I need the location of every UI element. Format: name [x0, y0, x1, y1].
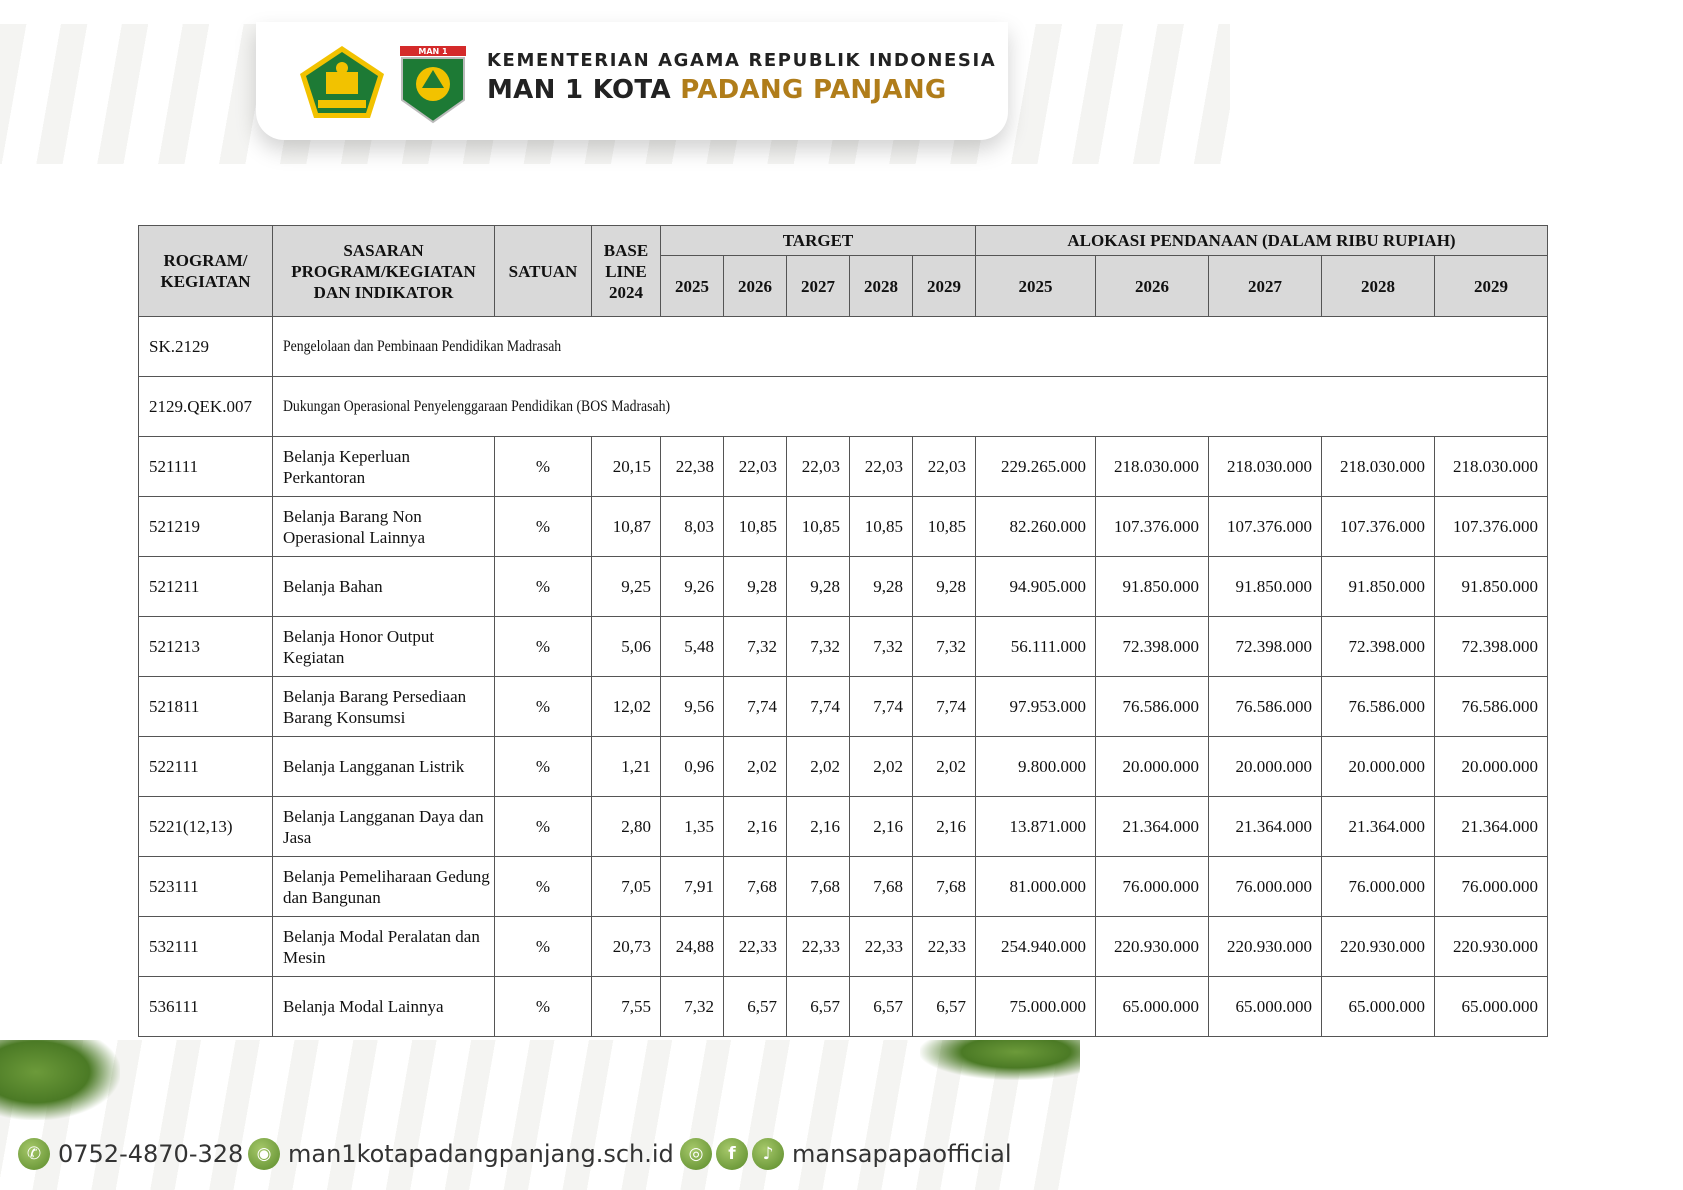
- table-row: [139, 737, 1548, 797]
- tiktok-icon[interactable]: ♪: [752, 1138, 784, 1170]
- row-target-value: 7,32: [913, 617, 976, 677]
- row-target-value: 2,02: [850, 737, 913, 797]
- row-target-value: 9,28: [787, 557, 850, 617]
- globe-icon: ◉: [248, 1138, 280, 1170]
- row-baseline: 12,02: [592, 677, 661, 737]
- row-target-value: 7,74: [850, 677, 913, 737]
- row-name: Belanja Barang Non Operasional Lainnya: [273, 497, 495, 557]
- row-target-value: 22,33: [850, 917, 913, 977]
- row-target-value: 7,74: [724, 677, 787, 737]
- row-code: 522111: [139, 737, 273, 797]
- row-target-value: 2,02: [787, 737, 850, 797]
- row-baseline: 9,25: [592, 557, 661, 617]
- row-target-value: 9,28: [724, 557, 787, 617]
- instagram-icon[interactable]: ◎: [680, 1138, 712, 1170]
- header-target: TARGET: [661, 226, 976, 256]
- row-alokasi-value: 254.940.000: [976, 917, 1096, 977]
- row-alokasi-value: 218.030.000: [1435, 437, 1548, 497]
- row-target-value: 7,32: [787, 617, 850, 677]
- footer-social[interactable]: [680, 1138, 1012, 1170]
- header-baseline: BASE LINE 2024: [592, 226, 661, 317]
- row-alokasi-value: 76.586.000: [1096, 677, 1209, 737]
- program-code: SK.2129: [139, 317, 273, 377]
- row-unit: %: [495, 557, 592, 617]
- table-row: [139, 617, 1548, 677]
- row-target-value: 22,03: [913, 437, 976, 497]
- row-target-value: 2,02: [724, 737, 787, 797]
- row-target-value: 7,74: [913, 677, 976, 737]
- row-alokasi-value: 91.850.000: [1096, 557, 1209, 617]
- row-target-value: 7,32: [724, 617, 787, 677]
- row-name: Belanja Keperluan Perkantoran: [273, 437, 495, 497]
- alokasi-year: 2027: [1209, 256, 1322, 317]
- row-alokasi-value: 20.000.000: [1096, 737, 1209, 797]
- man-logo: [396, 44, 470, 124]
- row-target-value: 6,57: [724, 977, 787, 1037]
- row-target-value: 8,03: [661, 497, 724, 557]
- row-target-value: 2,16: [787, 797, 850, 857]
- row-alokasi-value: 65.000.000: [1209, 977, 1322, 1037]
- row-unit: %: [495, 857, 592, 917]
- row-target-value: 10,85: [787, 497, 850, 557]
- leaf-decoration-right: [920, 1040, 1080, 1080]
- footer-phone: [18, 1138, 243, 1170]
- row-alokasi-value: 82.260.000: [976, 497, 1096, 557]
- row-name: Belanja Pemeliharaan Gedung dan Bangunan: [273, 857, 495, 917]
- row-alokasi-value: 107.376.000: [1209, 497, 1322, 557]
- activity-name: [273, 377, 1548, 437]
- row-target-value: 7,68: [787, 857, 850, 917]
- row-alokasi-value: 218.030.000: [1209, 437, 1322, 497]
- row-alokasi-value: 218.030.000: [1322, 437, 1435, 497]
- row-alokasi-value: 65.000.000: [1435, 977, 1548, 1037]
- ministry-name: KEMENTERIAN AGAMA REPUBLIK INDONESIA: [487, 50, 997, 71]
- target-year: 2026: [724, 256, 787, 317]
- program-row: [139, 317, 1548, 377]
- row-target-value: 10,85: [724, 497, 787, 557]
- phone-icon: ✆: [18, 1138, 50, 1170]
- row-unit: %: [495, 917, 592, 977]
- row-alokasi-value: 218.030.000: [1096, 437, 1209, 497]
- school-name-dark: MAN 1 KOTA: [487, 75, 681, 105]
- table-row: [139, 497, 1548, 557]
- row-target-value: 1,35: [661, 797, 724, 857]
- row-alokasi-value: 20.000.000: [1435, 737, 1548, 797]
- row-target-value: 6,57: [913, 977, 976, 1037]
- website-url[interactable]: man1kotapadangpanjang.sch.id: [288, 1140, 674, 1168]
- target-year: 2029: [913, 256, 976, 317]
- row-alokasi-value: 107.376.000: [1096, 497, 1209, 557]
- row-alokasi-value: 229.265.000: [976, 437, 1096, 497]
- row-target-value: 2,16: [850, 797, 913, 857]
- row-alokasi-value: 75.000.000: [976, 977, 1096, 1037]
- row-code: 521213: [139, 617, 273, 677]
- row-alokasi-value: 97.953.000: [976, 677, 1096, 737]
- row-alokasi-value: 21.364.000: [1096, 797, 1209, 857]
- row-unit: %: [495, 677, 592, 737]
- row-alokasi-value: 76.000.000: [1435, 857, 1548, 917]
- program-name-text: Pengelolaan dan Pembinaan Pendidikan Madrasah: [283, 337, 562, 355]
- row-name: Belanja Bahan: [273, 557, 495, 617]
- row-target-value: 7,68: [850, 857, 913, 917]
- alokasi-year: 2028: [1322, 256, 1435, 317]
- row-target-value: 2,02: [913, 737, 976, 797]
- row-alokasi-value: 76.586.000: [1435, 677, 1548, 737]
- row-target-value: 5,48: [661, 617, 724, 677]
- row-target-value: 7,32: [850, 617, 913, 677]
- row-target-value: 22,03: [850, 437, 913, 497]
- row-name: Belanja Barang Persediaan Barang Konsumsi: [273, 677, 495, 737]
- row-name: Belanja Honor Output Kegiatan: [273, 617, 495, 677]
- row-target-value: 22,03: [787, 437, 850, 497]
- row-target-value: 2,16: [913, 797, 976, 857]
- row-alokasi-value: 76.586.000: [1322, 677, 1435, 737]
- row-alokasi-value: 72.398.000: [1322, 617, 1435, 677]
- row-code: 521211: [139, 557, 273, 617]
- activity-row: [139, 377, 1548, 437]
- row-target-value: 10,85: [913, 497, 976, 557]
- row-baseline: 10,87: [592, 497, 661, 557]
- row-unit: %: [495, 977, 592, 1037]
- row-alokasi-value: 9.800.000: [976, 737, 1096, 797]
- row-alokasi-value: 220.930.000: [1322, 917, 1435, 977]
- budget-table: [138, 225, 1548, 1037]
- row-baseline: 1,21: [592, 737, 661, 797]
- row-unit: %: [495, 797, 592, 857]
- row-alokasi-value: 72.398.000: [1435, 617, 1548, 677]
- row-target-value: 9,28: [913, 557, 976, 617]
- row-alokasi-value: 81.000.000: [976, 857, 1096, 917]
- header-alokasi: ALOKASI PENDANAAN (DALAM RIBU RUPIAH): [976, 226, 1548, 256]
- row-target-value: 10,85: [850, 497, 913, 557]
- row-target-value: 9,26: [661, 557, 724, 617]
- row-target-value: 22,33: [724, 917, 787, 977]
- header-satuan: SATUAN: [495, 226, 592, 317]
- row-unit: %: [495, 737, 592, 797]
- row-baseline: 7,05: [592, 857, 661, 917]
- school-name-accent: PADANG PANJANG: [680, 75, 947, 105]
- school-name: [487, 75, 996, 105]
- footer-website[interactable]: [248, 1138, 674, 1170]
- row-target-value: 9,28: [850, 557, 913, 617]
- table-row: [139, 677, 1548, 737]
- table-row: [139, 797, 1548, 857]
- header-program: ROGRAM/ KEGIATAN: [139, 226, 273, 317]
- row-baseline: 2,80: [592, 797, 661, 857]
- row-alokasi-value: 107.376.000: [1322, 497, 1435, 557]
- row-baseline: 20,15: [592, 437, 661, 497]
- row-alokasi-value: 94.905.000: [976, 557, 1096, 617]
- target-year: 2025: [661, 256, 724, 317]
- row-alokasi-value: 91.850.000: [1435, 557, 1548, 617]
- row-alokasi-value: 72.398.000: [1096, 617, 1209, 677]
- row-alokasi-value: 13.871.000: [976, 797, 1096, 857]
- row-code: 521111: [139, 437, 273, 497]
- row-code: 532111: [139, 917, 273, 977]
- row-code: 521811: [139, 677, 273, 737]
- row-alokasi-value: 72.398.000: [1209, 617, 1322, 677]
- row-alokasi-value: 76.000.000: [1322, 857, 1435, 917]
- target-year: 2027: [787, 256, 850, 317]
- row-target-value: 7,68: [724, 857, 787, 917]
- row-alokasi-value: 56.111.000: [976, 617, 1096, 677]
- row-alokasi-value: 220.930.000: [1096, 917, 1209, 977]
- row-name: Belanja Langganan Daya dan Jasa: [273, 797, 495, 857]
- row-alokasi-value: 65.000.000: [1322, 977, 1435, 1037]
- row-unit: %: [495, 437, 592, 497]
- row-target-value: 22,33: [913, 917, 976, 977]
- row-target-value: 6,57: [787, 977, 850, 1037]
- row-alokasi-value: 65.000.000: [1096, 977, 1209, 1037]
- social-handle[interactable]: mansapapaofficial: [792, 1140, 1012, 1168]
- row-unit: %: [495, 497, 592, 557]
- row-baseline: 7,55: [592, 977, 661, 1037]
- row-alokasi-value: 21.364.000: [1209, 797, 1322, 857]
- row-alokasi-value: 20.000.000: [1322, 737, 1435, 797]
- row-baseline: 20,73: [592, 917, 661, 977]
- row-target-value: 0,96: [661, 737, 724, 797]
- row-alokasi-value: 20.000.000: [1209, 737, 1322, 797]
- activity-code: 2129.QEK.007: [139, 377, 273, 437]
- row-target-value: 6,57: [850, 977, 913, 1037]
- row-code: 523111: [139, 857, 273, 917]
- row-alokasi-value: 91.850.000: [1322, 557, 1435, 617]
- leaf-decoration-left: [0, 1040, 120, 1120]
- budget-table-wrapper: [138, 225, 1548, 1037]
- row-target-value: 22,03: [724, 437, 787, 497]
- row-code: 521219: [139, 497, 273, 557]
- alokasi-year: 2029: [1435, 256, 1548, 317]
- row-alokasi-value: 220.930.000: [1435, 917, 1548, 977]
- row-name: Belanja Langganan Listrik: [273, 737, 495, 797]
- program-name: [273, 317, 1548, 377]
- table-row: [139, 917, 1548, 977]
- row-alokasi-value: 220.930.000: [1209, 917, 1322, 977]
- row-target-value: 22,33: [787, 917, 850, 977]
- table-row: [139, 557, 1548, 617]
- row-code: 536111: [139, 977, 273, 1037]
- target-year: 2028: [850, 256, 913, 317]
- activity-name-text: Dukungan Operasional Penyelenggaraan Pendidikan (BOS Madrasah): [283, 397, 671, 415]
- alokasi-year: 2025: [976, 256, 1096, 317]
- row-target-value: 9,56: [661, 677, 724, 737]
- row-alokasi-value: 107.376.000: [1435, 497, 1548, 557]
- row-code: 5221(12,13): [139, 797, 273, 857]
- row-name: Belanja Modal Lainnya: [273, 977, 495, 1037]
- row-target-value: 7,74: [787, 677, 850, 737]
- row-target-value: 7,91: [661, 857, 724, 917]
- header-title: [487, 50, 996, 105]
- row-target-value: 22,38: [661, 437, 724, 497]
- row-alokasi-value: 21.364.000: [1435, 797, 1548, 857]
- row-target-value: 7,68: [913, 857, 976, 917]
- row-name: Belanja Modal Peralatan dan Mesin: [273, 917, 495, 977]
- logo-man-label: MAN 1: [418, 47, 448, 56]
- row-baseline: 5,06: [592, 617, 661, 677]
- row-alokasi-value: 76.586.000: [1209, 677, 1322, 737]
- row-alokasi-value: 21.364.000: [1322, 797, 1435, 857]
- table-row: [139, 977, 1548, 1037]
- alokasi-year: 2026: [1096, 256, 1209, 317]
- facebook-icon[interactable]: f: [716, 1138, 748, 1170]
- row-target-value: 24,88: [661, 917, 724, 977]
- row-alokasi-value: 76.000.000: [1209, 857, 1322, 917]
- row-target-value: 7,32: [661, 977, 724, 1037]
- row-target-value: 2,16: [724, 797, 787, 857]
- table-row: [139, 437, 1548, 497]
- row-unit: %: [495, 617, 592, 677]
- kemenag-logo: [296, 44, 388, 120]
- row-alokasi-value: 91.850.000: [1209, 557, 1322, 617]
- phone-number: 0752-4870-328: [58, 1140, 244, 1168]
- header-sasaran: SASARAN PROGRAM/KEGIATAN DAN INDIKATOR: [273, 226, 495, 317]
- row-alokasi-value: 76.000.000: [1096, 857, 1209, 917]
- table-row: [139, 857, 1548, 917]
